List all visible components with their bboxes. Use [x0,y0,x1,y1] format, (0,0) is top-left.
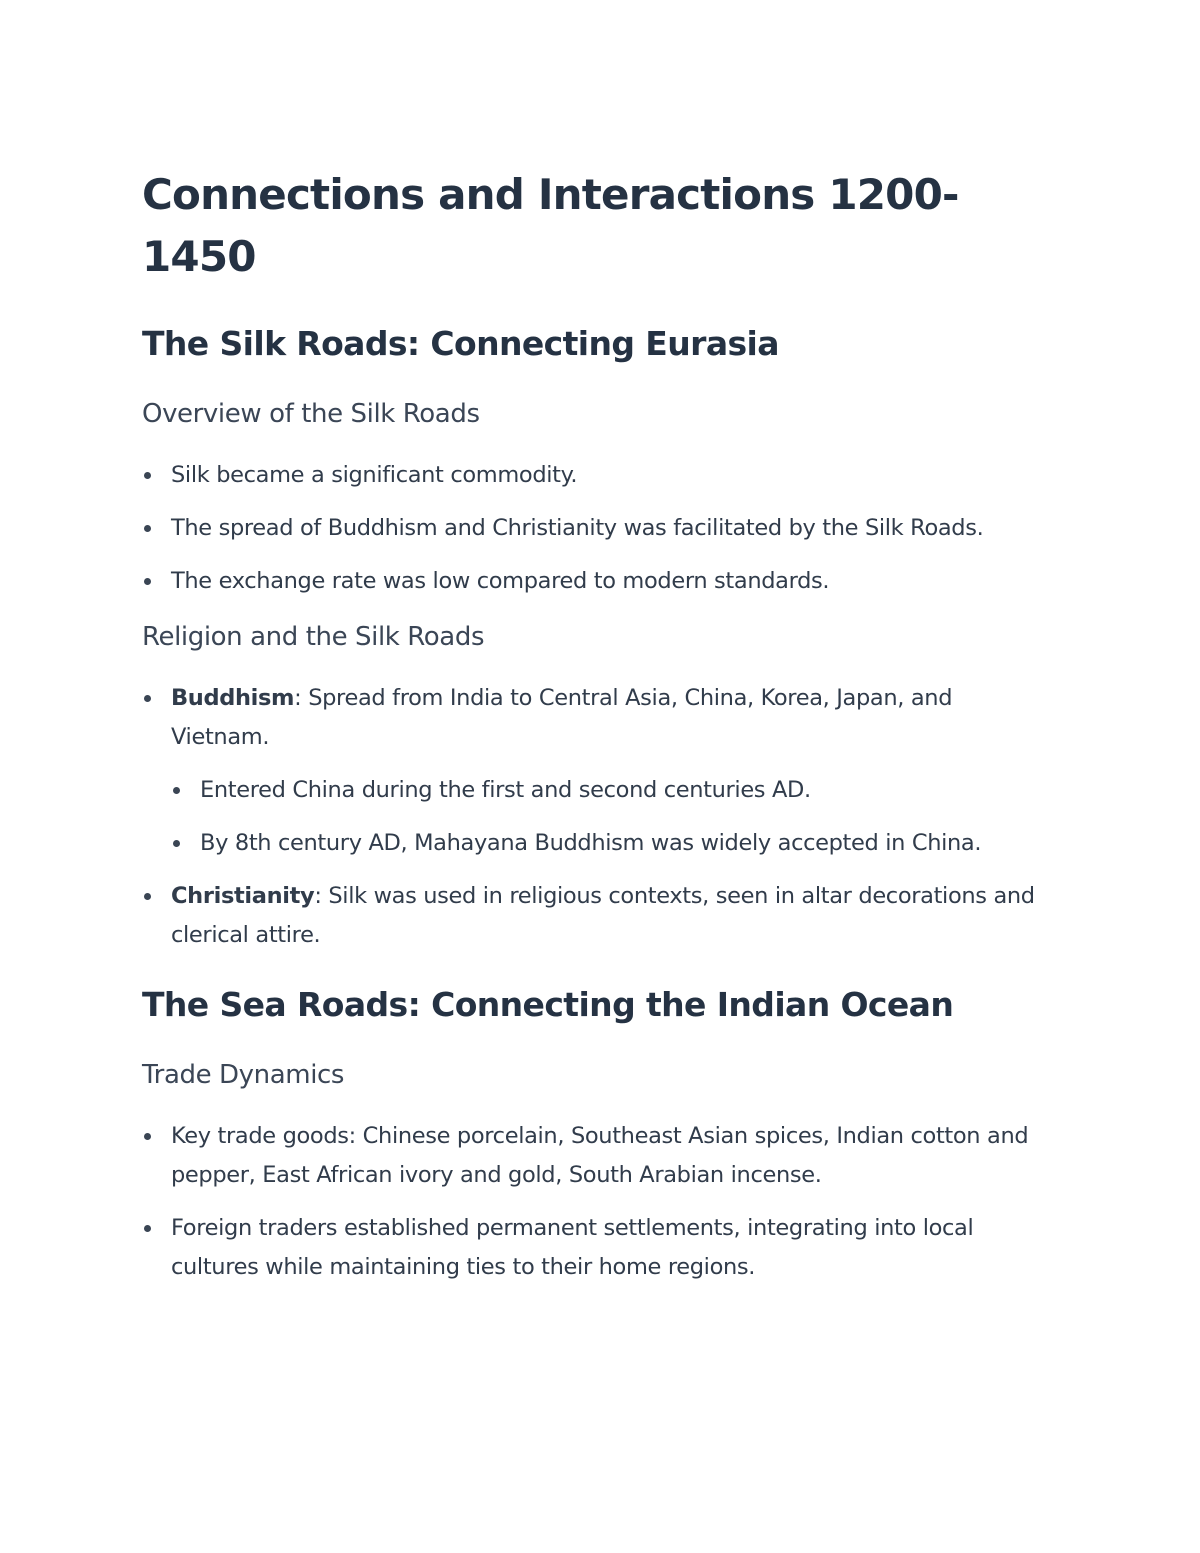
list-item: Foreign traders established permanent settlements, integrating into local cultures while maintaining ties to their home regions. [142,1209,1042,1287]
term-buddhism: Buddhism [171,685,295,711]
document-page [142,164,1042,1301]
list-item-buddhism [142,679,1042,863]
list-item-text: : Silk was used in religious contexts, seen in altar decorations and clerical attire. [171,883,1035,948]
subsection-heading-religion: Religion and the Silk Roads [142,622,485,652]
subsection-heading-trade-dynamics: Trade Dynamics [142,1060,345,1090]
section-heading-silk-roads: The Silk Roads: Connecting Eurasia [142,324,779,363]
nested-list-item: Entered China during the first and second centuries AD. [171,771,1042,810]
document-title: Connections and Interactions 1200-1450 [142,170,959,281]
bullet-list-trade [142,1117,1042,1287]
subsection-heading-overview: Overview of the Silk Roads [142,399,480,429]
bullet-list-religion [142,679,1042,955]
nested-bullet-list [171,771,1042,863]
list-item: The spread of Buddhism and Christianity was facilitated by the Silk Roads. [142,509,1042,548]
term-christianity: Christianity [171,883,315,909]
nested-list-item: By 8th century AD, Mahayana Buddhism was widely accepted in China. [171,824,1042,863]
list-item: Silk became a significant commodity. [142,456,1042,495]
list-item: The exchange rate was low compared to modern standards. [142,562,1042,601]
list-item-text: : Spread from India to Central Asia, China, Korea, Japan, and Vietnam. [171,685,953,750]
list-item-christianity [142,877,1042,955]
section-heading-sea-roads: The Sea Roads: Connecting the Indian Ocean [142,985,954,1024]
bullet-list-overview [142,456,1042,601]
list-item: Key trade goods: Chinese porcelain, Southeast Asian spices, Indian cotton and pepper, East African ivory and gold, South Arabian incense. [142,1117,1042,1195]
